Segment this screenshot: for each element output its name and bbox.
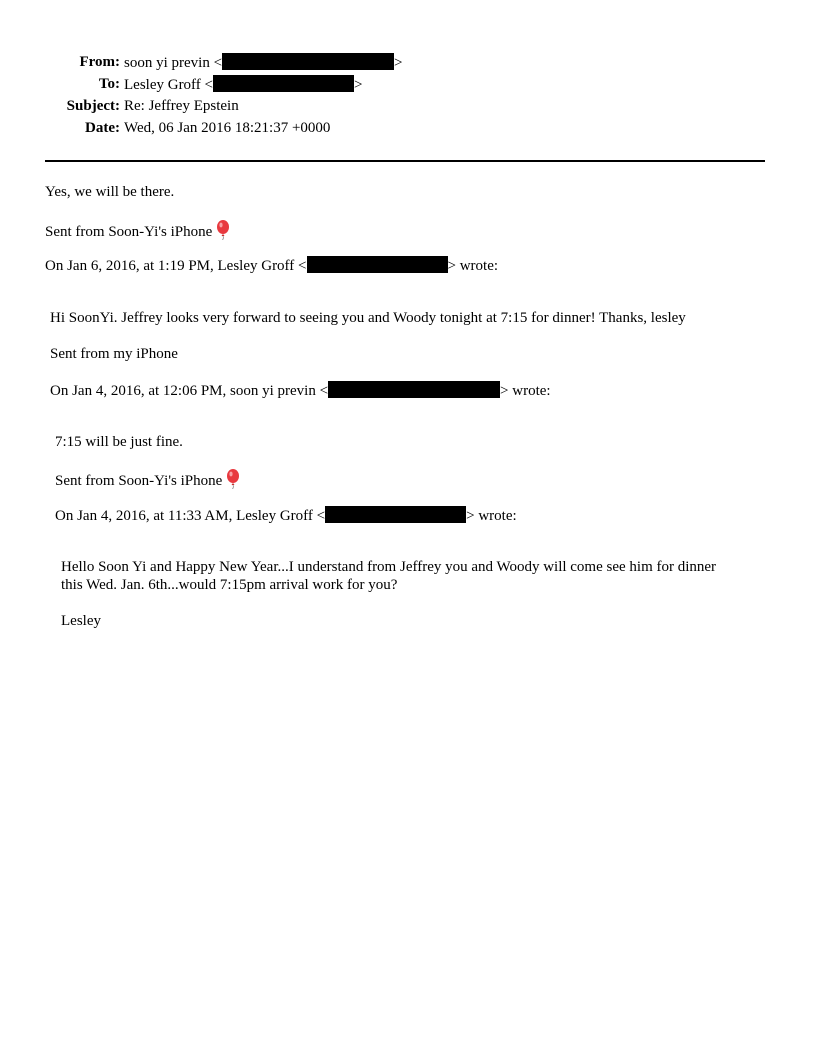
- to-value: [124, 75, 362, 94]
- signature-text: Sent from Soon-Yi's iPhone: [45, 224, 213, 240]
- balloon-icon: [216, 220, 230, 245]
- reply-text: Yes, we will be there.: [45, 184, 175, 200]
- from-value: [124, 53, 403, 72]
- quote1-intro-wrote: > wrote:: [447, 258, 499, 274]
- quote3-text: Hello Soon Yi and Happy New Year...I understand from Jeffrey you and Woody will come see him for dinner this Wed. Jan. 6th...would 7:15pm arrival work for you?: [61, 559, 717, 593]
- subject-value: Re: Jeffrey Epstein: [124, 98, 239, 114]
- date-value: Wed, 06 Jan 2016 18:21:37 +0000: [124, 120, 331, 136]
- subject-label: Subject:: [66, 98, 120, 114]
- to-name: Lesley Groff <: [124, 77, 213, 93]
- quote1-intro: [45, 256, 498, 275]
- quote2-intro-text: On Jan 4, 2016, at 12:06 PM, soon yi previn <: [50, 383, 329, 399]
- from-label: From:: [79, 54, 120, 70]
- quote2-signature: [55, 469, 240, 494]
- quote3-intro-wrote: > wrote:: [466, 508, 517, 524]
- to-close: >: [354, 77, 363, 93]
- signature-text: Sent from Soon-Yi's iPhone: [55, 473, 223, 489]
- quote1-text: Hi SoonYi. Jeffrey looks very forward to seeing you and Woody tonight at 7:15 for dinner! Thanks, lesley: [50, 310, 686, 326]
- redaction-block: [222, 53, 394, 70]
- quote1-intro-text: On Jan 6, 2016, at 1:19 PM, Lesley Groff <: [45, 258, 307, 274]
- redaction-block: [213, 75, 354, 92]
- quote3-signature: Lesley: [61, 613, 101, 629]
- to-label: To:: [98, 76, 120, 92]
- quote2-text: 7:15 will be just fine.: [55, 434, 183, 450]
- quote1-signature: Sent from my iPhone: [50, 346, 178, 362]
- quote2-intro: [50, 381, 551, 400]
- header-divider: [45, 160, 765, 162]
- from-close: >: [394, 55, 403, 71]
- balloon-icon: [226, 469, 240, 494]
- quote3-intro: [55, 506, 517, 525]
- signature-soon-yi: [45, 220, 230, 245]
- redaction-block: [328, 381, 500, 398]
- quote3-intro-text: On Jan 4, 2016, at 11:33 AM, Lesley Groff <: [55, 508, 326, 524]
- from-name: soon yi previn <: [124, 55, 223, 71]
- quote2-intro-wrote: > wrote:: [500, 383, 551, 399]
- date-label: Date:: [85, 120, 120, 136]
- redaction-block: [307, 256, 448, 273]
- redaction-block: [325, 506, 466, 523]
